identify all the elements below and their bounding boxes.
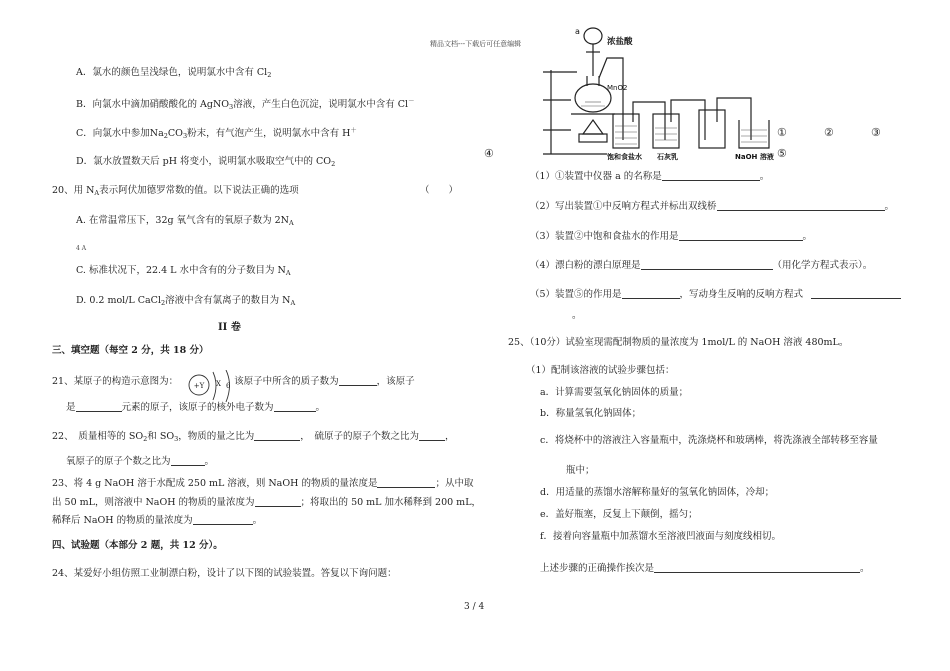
question-24: 24、某爱好小组仿照工业制漂白粉，设计了以下图的试验装置。答复以下询问题： <box>52 568 397 579</box>
step-b: b．称量氢氧化钠固体； <box>540 408 642 419</box>
question-20-d: D. 0.2 mol/L CaCl$_2$溶液中含有氯离子的数目为 $N_A$ <box>76 295 296 307</box>
step-d: d．用适量的蒸馏水溶解称量好的氢氧化钠固体，冷却； <box>540 487 775 498</box>
question-23-line-3: 稀释后 NaOH 的物质的量浓度为 。 <box>52 515 263 526</box>
label-naoh-solution: NaOH 溶液 <box>735 153 774 161</box>
option-c: C．向氯水中参加$Na_2CO_3$粉末，有气泡产生，说明氯水中含有 H＋ <box>76 126 357 140</box>
section-2-title: II 卷 <box>218 322 241 333</box>
marker-1: ① <box>777 126 787 139</box>
marker-5: ⑤ <box>777 147 787 160</box>
label-saturated-brine: 饱和食盐水 <box>607 153 642 161</box>
option-b: B．向氯水中滴加硝酸酸化的 AgNO$_3$溶液，产生白色沉淀，说明氯水中含有 Cl－ <box>76 97 415 111</box>
label-conc-hcl: 浓盐酸 <box>607 37 633 47</box>
experiment-apparatus-diagram <box>537 22 787 162</box>
step-c: c．将烧杯中的溶液注入容量瓶中，洗涤烧杯和玻璃棒，将洗涤液全部转移至容量 <box>540 435 878 446</box>
marker-2: ② <box>824 126 834 139</box>
question-20: 20、用 $N_A$表示阿伏加德罗常数的值。以下说法正确的选项 <box>52 185 299 197</box>
page-header: 精品文档---下载后可任意编辑 <box>430 40 522 48</box>
question-21-b: 是 元素的原子，该原子的核外电子数为 。 <box>66 402 326 413</box>
label-mno2: MnO2 <box>607 84 628 92</box>
question-24-2: （2）写出装置①中反响方程式并标出双线桥 。 <box>530 201 895 212</box>
label-a: a <box>575 27 580 36</box>
step-c-cont: 瓶中； <box>566 465 595 476</box>
question-22-b: 氧原子的原子个数之比为 。 <box>66 456 215 467</box>
step-e: e．盖好瓶塞，反复上下颠倒，摇匀； <box>540 509 698 520</box>
marker-4: ④ <box>484 147 494 160</box>
question-24-1: （1）①装置中仪器 a 的名称是 。 <box>530 171 770 182</box>
experiment-section-title: 四、试验题（本部分 2 题，共 12 分）。 <box>52 540 223 551</box>
question-24-5-end: 。 <box>572 310 582 321</box>
question-20-c: C. 标准状况下，22.4 L 水中含有的分子数目为 $N_A$ <box>76 265 291 277</box>
question-23-line-2: 出 50 mL，则溶液中 NaOH 的物质的量浓度为 ；将取出的 50 mL 加水稀释到 200 mL， <box>52 497 482 508</box>
stray-text: 4 A <box>76 245 87 252</box>
fill-section-title: 三、填空题（每空 2 分，共 18 分） <box>52 345 209 356</box>
step-intro: （1）配制该溶液的试验步骤包括： <box>526 365 675 376</box>
question-25: 25、（10分）试验室现需配制物质的量浓度为 1mol/L 的 NaOH 溶液 480mL。 <box>508 337 849 348</box>
marker-3: ③ <box>871 126 881 139</box>
option-a: A．氯水的颜色呈浅绿色，说明氯水中含有 $Cl_2$ <box>76 67 272 79</box>
correct-order: 上述步骤的正确操作挨次是 。 <box>540 563 870 574</box>
question-23-line-1: 23、将 4 g NaOH 溶于水配成 250 mL 溶液，则 NaOH 的物质的量浓度是 ；从中取 <box>52 478 474 489</box>
question-24-3: （3）装置②中饱和食盐水的作用是 。 <box>530 231 813 242</box>
question-24-5: （5）装置⑤的作用是 ，写动身生反响的反响方程式 <box>530 288 901 301</box>
question-24-4: （4）漂白粉的漂白原理是 （用化学方程式表示）。 <box>530 260 873 271</box>
atom-shell-2: 6 <box>226 382 231 390</box>
atom-nucleus: +Y <box>193 382 205 390</box>
question-20-a: A. 在常温常压下，32g 氧气含有的氧原子数为 $2N_A$ <box>76 215 294 227</box>
question-21: 21、某原子的构造示意图为： 该原子中所含的质子数为 ，该原子 <box>52 376 415 387</box>
question-20-blank: （ ） <box>420 185 459 196</box>
step-a: a．计算需要氢氧化钠固体的质量； <box>540 387 689 398</box>
page-footer: 3 / 4 <box>464 602 485 612</box>
option-d: D．氯水放置数天后 pH 将变小，说明氯水吸取空气中的 $CO_2$ <box>76 156 336 168</box>
question-22: 22、 质量相等的 $SO_2$和 $SO_3$，物质的量之比为 ， 硫原子的原子个数之比为 ， <box>52 431 455 443</box>
step-f: f．接着向容量瓶中加蒸馏水至溶液凹液面与刻度线相切。 <box>540 531 782 542</box>
atom-shell-1: X <box>216 380 221 388</box>
label-lime-milk: 石灰乳 <box>657 153 678 161</box>
